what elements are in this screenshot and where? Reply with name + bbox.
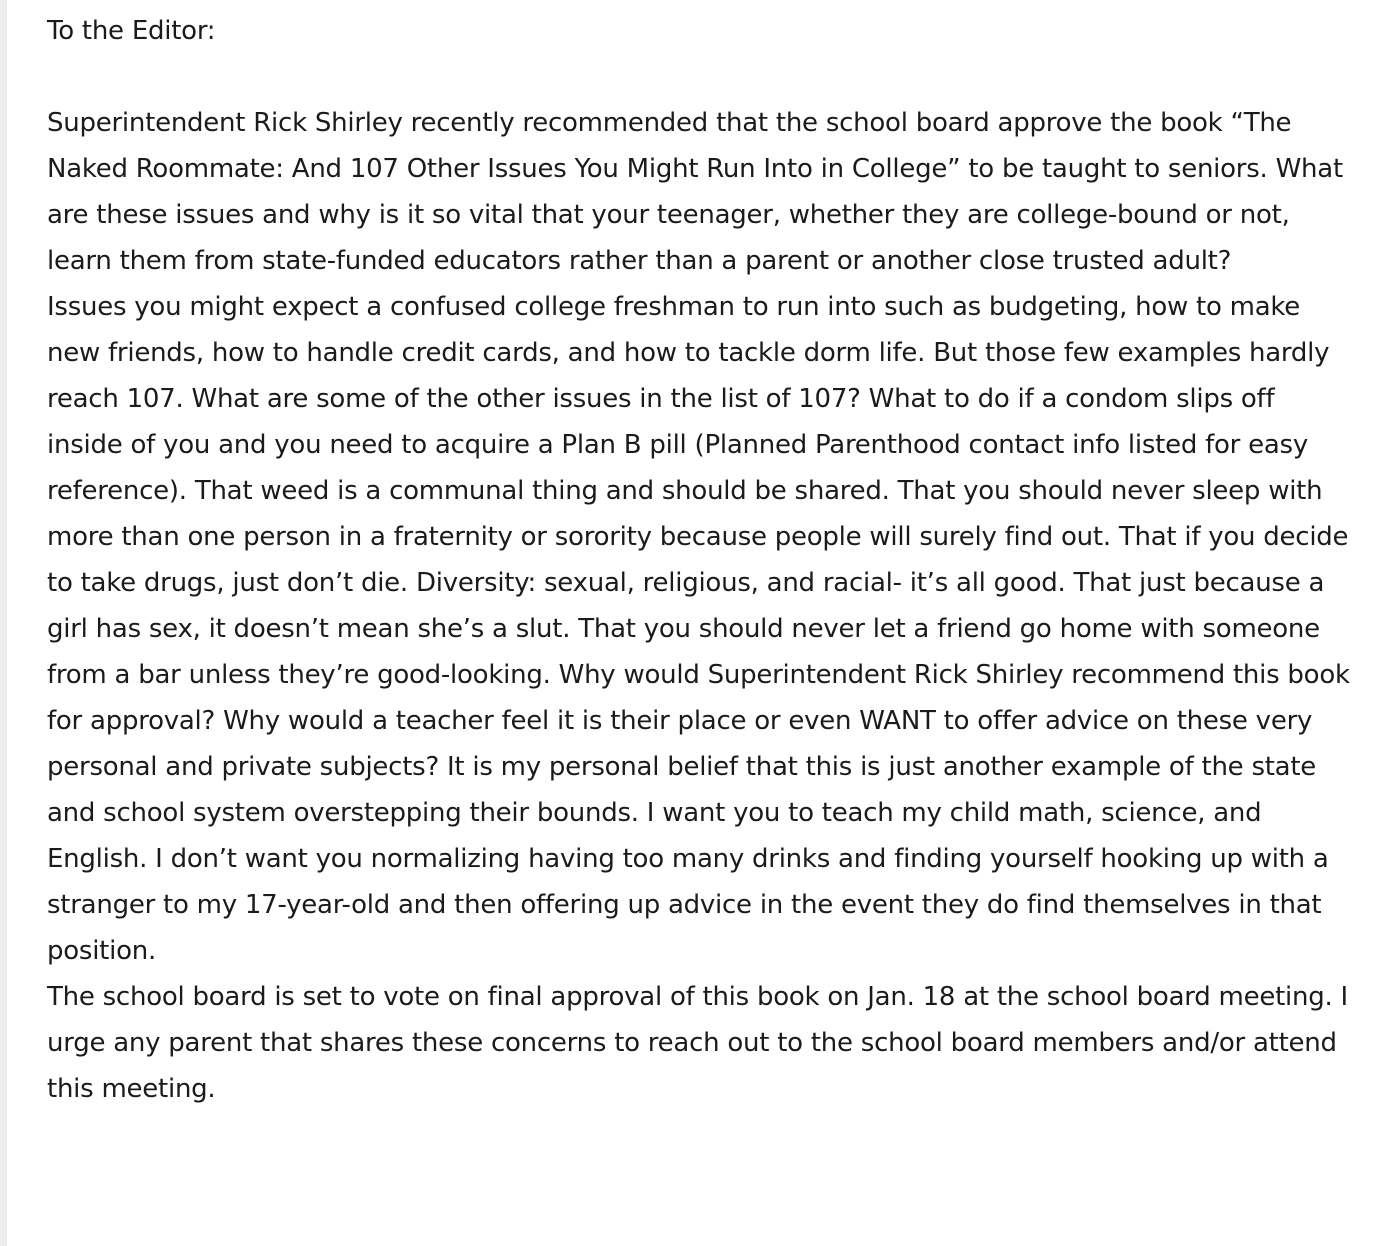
letter-paragraph-3: The school board is set to vote on final approval of this book on Jan. 18 at the school board meeting. I urge any parent that shares these concerns to reach out to the school board members and/or attend this meeting. [47,982,1348,1104]
letter-body [47,8,1357,1112]
letter-salutation: To the Editor: [47,16,216,46]
page-left-border [0,0,7,1246]
letter-paragraph-1: Superintendent Rick Shirley recently recommended that the school board approve the book “The Naked Roommate: And 107 Other Issues You Might Run Into in College” to be taught to seniors. What are these issues and why is it so vital that your teenager, whether they are college-bound or not, learn them from state-funded educators rather than a parent or another close trusted adult? [47,108,1343,276]
letter-paragraph-2: Issues you might expect a confused college freshman to run into such as budgeting, how to make new friends, how to handle credit cards, and how to tackle dorm life. But those few examples hardly reach 107. What are some of the other issues in the list of 107? What to do if a condom slips off inside of you and you need to acquire a Plan B pill (Planned Parenthood contact info listed for easy reference). That weed is a communal thing and should be shared. That you should never sleep with more than one person in a fraternity or sorority because people will surely find out. That if you decide to take drugs, just don’t die. Diversity: sexual, religious, and racial- it’s all good. That just because a girl has sex, it doesn’t mean she’s a slut. That you should never let a friend go home with someone from a bar unless they’re good-looking. Why would Superintendent Rick Shirley recommend this book for approval? Why would a teacher feel it is their place or even WANT to offer advice on these very personal and private subjects? It is my personal belief that this is just another example of the state and school system overstepping their bounds. I want you to teach my child math, science, and English. I don’t want you normalizing having too many drinks and finding yourself hooking up with a stranger to my 17-year-old and then offering up advice in the event they do find themselves in that position. [47,292,1350,966]
